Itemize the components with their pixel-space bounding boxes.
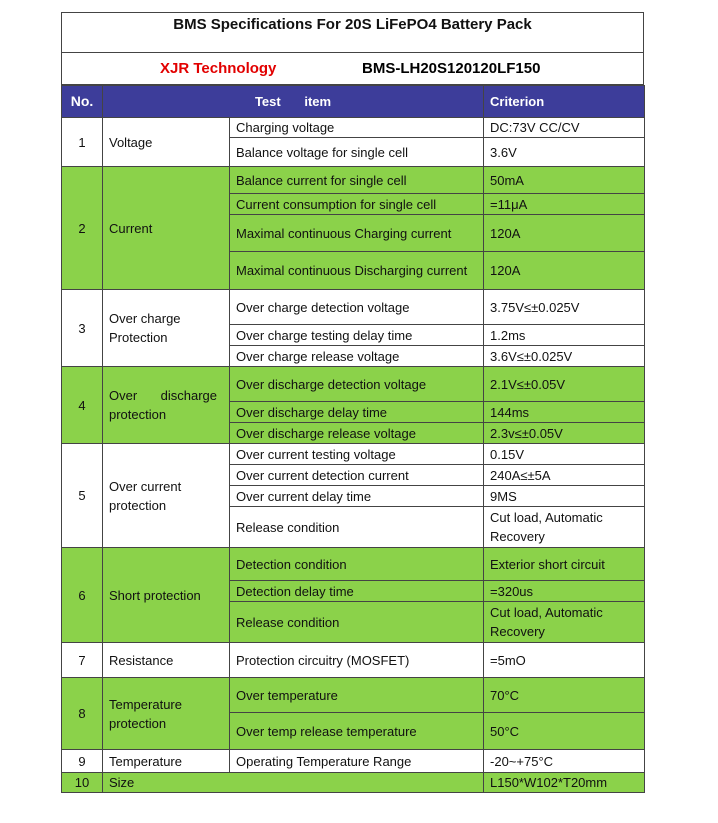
- criterion-value: -20~+75°C: [484, 750, 645, 773]
- row-number: 8: [62, 678, 103, 750]
- test-item: Release condition: [230, 507, 484, 548]
- row-number: 2: [62, 167, 103, 290]
- row-category: [103, 367, 230, 444]
- test-item: Protection circuitry (MOSFET): [230, 643, 484, 678]
- header-criterion: Criterion: [484, 86, 645, 118]
- criterion-value: 50°C: [484, 713, 645, 750]
- table-row: [62, 678, 645, 713]
- criterion-value: 3.6V: [484, 138, 645, 167]
- row-category-word2: discharge: [160, 388, 217, 403]
- criterion-line1: Cut load, Automatic: [490, 510, 603, 525]
- test-item: Over temperature: [230, 678, 484, 713]
- row-number: 6: [62, 548, 103, 643]
- table-row: [62, 750, 645, 773]
- row-category: [103, 444, 230, 548]
- criterion-value: 2.1V≤±0.05V: [484, 367, 645, 402]
- header-test-item: Test item: [103, 86, 484, 118]
- table-row: [62, 118, 645, 138]
- row-category-line2: protection: [109, 407, 167, 422]
- test-item: Balance voltage for single cell: [230, 138, 484, 167]
- company-name: XJR Technology: [160, 60, 277, 77]
- table-row: [62, 643, 645, 678]
- test-item: Over temp release temperature: [230, 713, 484, 750]
- criterion-value: 144ms: [484, 402, 645, 423]
- criterion-value: 3.6V≤±0.025V: [484, 346, 645, 367]
- table-row: [62, 444, 645, 465]
- criterion-value: L150*W102*T20mm: [484, 773, 645, 793]
- criterion-value: 120A: [484, 252, 645, 290]
- row-category-line1: [109, 386, 217, 405]
- criterion-value: =5mO: [484, 643, 645, 678]
- row-category: Size: [103, 773, 484, 793]
- row-number: 10: [62, 773, 103, 793]
- row-category: Voltage: [103, 118, 230, 167]
- row-category: [103, 678, 230, 750]
- criterion-value: DC:73V CC/CV: [484, 118, 645, 138]
- test-item: Release condition: [230, 602, 484, 643]
- row-category-word1: Over: [109, 388, 138, 403]
- brand-bar: [61, 52, 644, 85]
- criterion-value: =11μA: [484, 194, 645, 215]
- criterion-value: 3.75V≤±0.025V: [484, 290, 645, 325]
- row-category: Short protection: [103, 548, 230, 643]
- test-item: Balance current for single cell: [230, 167, 484, 194]
- test-item: Operating Temperature Range: [230, 750, 484, 773]
- row-category: Current: [103, 167, 230, 290]
- test-item: Over charge detection voltage: [230, 290, 484, 325]
- criterion-value: 0.15V: [484, 444, 645, 465]
- test-item: Over charge testing delay time: [230, 325, 484, 346]
- test-item: Over discharge delay time: [230, 402, 484, 423]
- row-category: Temperature: [103, 750, 230, 773]
- criterion-value: 240A≤±5A: [484, 465, 645, 486]
- row-category-line1: Over charge: [109, 311, 181, 326]
- page-title: BMS Specifications For 20S LiFePO4 Battery Pack: [173, 16, 532, 33]
- criterion-value: 50mA: [484, 167, 645, 194]
- criterion-value: 1.2ms: [484, 325, 645, 346]
- criterion-value: Exterior short circuit: [484, 548, 645, 581]
- test-item: Current consumption for single cell: [230, 194, 484, 215]
- row-number: 5: [62, 444, 103, 548]
- header-no: No.: [62, 86, 103, 118]
- criterion-value: 120A: [484, 215, 645, 252]
- criterion-line2: Recovery: [490, 624, 545, 639]
- test-item: Charging voltage: [230, 118, 484, 138]
- criterion-value: 9MS: [484, 486, 645, 507]
- test-item: Over discharge detection voltage: [230, 367, 484, 402]
- test-item: Over current detection current: [230, 465, 484, 486]
- criterion-value: =320us: [484, 581, 645, 602]
- row-category: Resistance: [103, 643, 230, 678]
- model-number: BMS-LH20S120120LF150: [362, 60, 541, 77]
- criterion-value: [484, 602, 645, 643]
- row-number: 3: [62, 290, 103, 367]
- row-number: 7: [62, 643, 103, 678]
- table-row: [62, 548, 645, 581]
- row-number: 1: [62, 118, 103, 167]
- table-header-row: [62, 86, 645, 118]
- criterion-line1: Cut load, Automatic: [490, 605, 603, 620]
- test-item: Over current delay time: [230, 486, 484, 507]
- test-item: Over discharge release voltage: [230, 423, 484, 444]
- spec-table: [61, 85, 645, 793]
- row-category-line1: Over current: [109, 478, 182, 494]
- test-item: Maximal continuous Charging current: [230, 215, 484, 252]
- table-row: [62, 167, 645, 194]
- row-category-line2: protection: [109, 715, 167, 731]
- criterion-value: 2.3v≤±0.05V: [484, 423, 645, 444]
- test-item: Over current testing voltage: [230, 444, 484, 465]
- criterion-value: 70°C: [484, 678, 645, 713]
- table-row: [62, 367, 645, 402]
- table-row: [62, 773, 645, 793]
- row-category: [103, 290, 230, 367]
- test-item: Detection delay time: [230, 581, 484, 602]
- row-category-line2: protection: [109, 497, 167, 513]
- title-bar: [61, 12, 644, 52]
- test-item: Detection condition: [230, 548, 484, 581]
- row-category-line2: Protection: [109, 330, 168, 345]
- criterion-value: [484, 507, 645, 548]
- criterion-line2: Recovery: [490, 529, 545, 544]
- test-item: Maximal continuous Discharging current: [230, 252, 484, 290]
- test-item: Over charge release voltage: [230, 346, 484, 367]
- row-number: 4: [62, 367, 103, 444]
- table-row: [62, 290, 645, 325]
- row-category-line1: Temperature: [109, 696, 182, 712]
- row-number: 9: [62, 750, 103, 773]
